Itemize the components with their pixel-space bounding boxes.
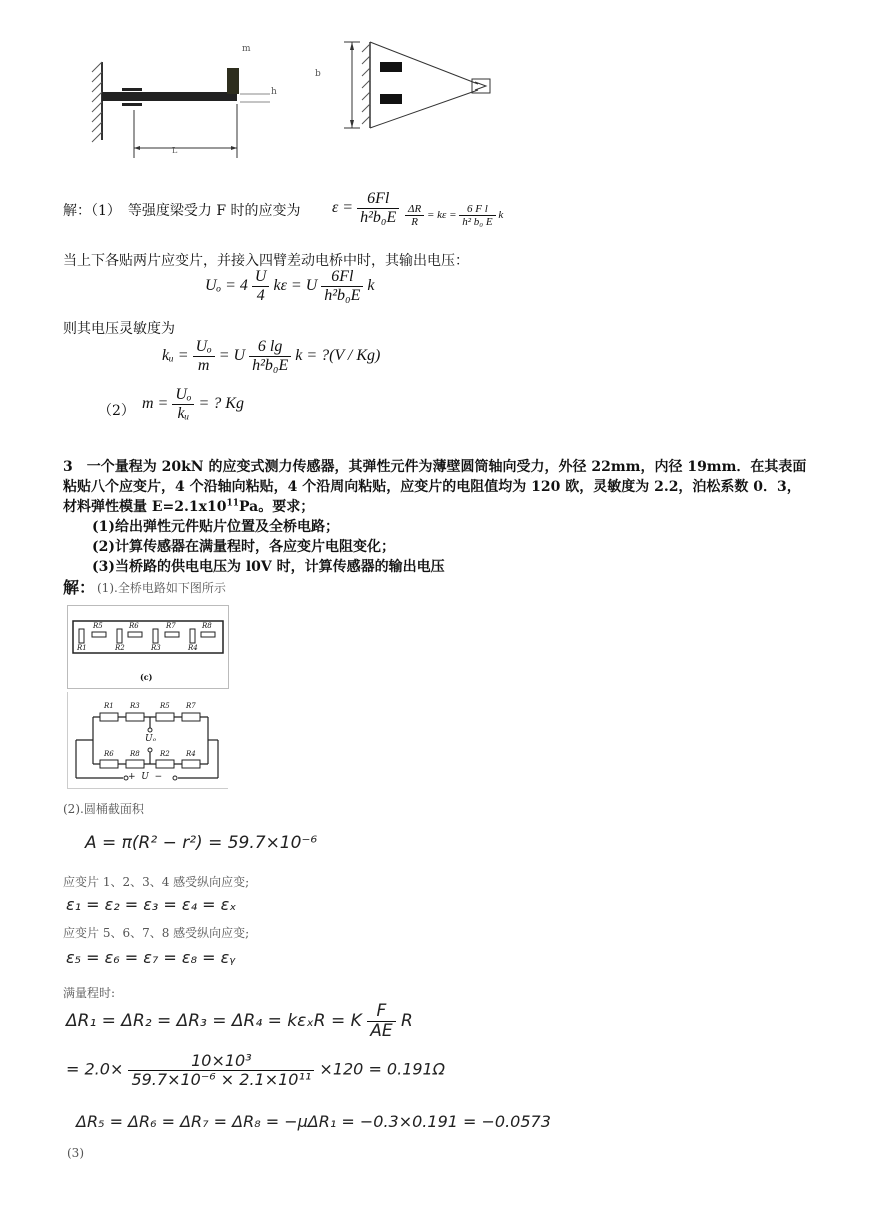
gauge-label-r4: R4 <box>188 644 198 652</box>
bridge-label-r8: R8 <box>130 750 140 758</box>
strain-num: 6Fl <box>357 190 399 209</box>
strain-lhs: ε = <box>332 198 354 216</box>
requirement-1: (1)给出弹性元件贴片位置及全桥电路； <box>92 519 339 535</box>
cantilever-beam-figure <box>90 40 305 165</box>
dr-mid: = kε = <box>426 209 457 222</box>
bridge-label-r7: R7 <box>186 702 196 710</box>
solution1-prefix: 解：（1） 等强度梁受力 F 时的应变为 <box>63 203 301 219</box>
dr-den: R <box>411 216 418 229</box>
m-equation <box>142 386 244 422</box>
longitudinal-text: 应变片 1、2、3、4 感受纵向应变; <box>63 875 250 889</box>
requirement-3: (3)当桥路的供电电压为 l0V 时，计算传感器的输出电压 <box>92 559 445 575</box>
gauge-label-r3: R3 <box>151 644 161 652</box>
dr-value-equation <box>66 1052 445 1088</box>
part2-label: （2） <box>98 403 135 419</box>
area-text: (2).圆桶截面积 <box>63 802 144 816</box>
dr-num2: 6 F l <box>459 203 495 216</box>
problem3-line3-sup: 11 <box>226 498 239 509</box>
uo-mid: kε = U <box>273 276 318 294</box>
bridge-label-r3: R3 <box>130 702 140 710</box>
bridge-circuit-figure <box>67 692 228 789</box>
uo-equation <box>205 268 375 304</box>
solution3-label: 解： <box>63 578 96 597</box>
uo-tail: k <box>367 276 375 294</box>
bridge-label-r2: R2 <box>160 750 170 758</box>
ku-f2-num: 6 lg <box>249 338 291 357</box>
bridge-label-r1: R1 <box>104 702 114 710</box>
dr1-tail: R <box>401 1011 413 1032</box>
bridge-text: 当上下各贴两片应变片，并接入四臂差动电桥中时，其输出电压： <box>63 253 469 269</box>
m-lhs: m = <box>142 394 169 412</box>
dr-transverse-equation: ΔR₅ = ΔR₆ = ΔR₇ = ΔR₈ = −μΔR₁ = −0.3×0.191 = −0.0573 <box>76 1112 551 1131</box>
part3-label: (3) <box>67 1146 84 1160</box>
dr-full-equation <box>66 1002 413 1040</box>
problem3-line3-post: Pa。要求； <box>239 499 315 515</box>
transverse-text: 应变片 5、6、7、8 感受纵向应变; <box>63 926 250 940</box>
bridge-label-r4: R4 <box>186 750 196 758</box>
dr2-lhs: = 2.0× <box>66 1059 124 1079</box>
ku-tail: k = ?(V / Kg) <box>295 346 381 364</box>
bridge-output-label: Uₒ <box>145 734 157 744</box>
ku-f1-num: Uₒ <box>193 338 215 357</box>
problem3-line3-pre: 材料弹性模量 E=2.1x10 <box>63 499 227 515</box>
beam-top-view-figure <box>340 38 500 133</box>
ku-f2-den: h²b₀E <box>252 356 289 374</box>
uo-f1-num: U <box>252 268 270 287</box>
ku-f1-den: m <box>197 356 210 374</box>
label-m: m <box>242 44 251 54</box>
bridge-label-r5: R5 <box>160 702 170 710</box>
dr1-den: AE <box>370 1020 393 1041</box>
m-den: kᵤ <box>177 404 190 422</box>
ku-equation <box>162 338 380 374</box>
requirement-2: (2)计算传感器在满量程时，各应变片电阻变化； <box>92 539 395 555</box>
area-equation: A = π(R² − r²) = 59.7×10⁻⁶ <box>85 833 318 853</box>
dr2-den: 59.7×10⁻⁶ × 2.1×10¹¹ <box>131 1069 312 1089</box>
label-h: h <box>271 87 277 97</box>
dr1-num: F <box>367 1002 395 1022</box>
sensitivity-text: 则其电压灵敏度为 <box>63 321 175 337</box>
problem3-line3 <box>63 496 314 516</box>
dr-den2: h² b₀ E <box>462 216 493 229</box>
bridge-label-r6: R6 <box>104 750 114 758</box>
dr2-num: 10×10³ <box>128 1052 314 1071</box>
gauge-label-r6: R6 <box>129 622 139 630</box>
dr-equation <box>405 203 503 228</box>
gauge-label-r5: R5 <box>93 622 103 630</box>
strain-equation <box>332 190 399 226</box>
gauge-layout-figure <box>67 605 229 689</box>
gauge-label-r1: R1 <box>77 644 87 652</box>
label-l: L <box>172 146 178 155</box>
uo-f2-den: h²b₀E <box>324 286 361 304</box>
bridge-supply-label: + U − <box>128 772 163 782</box>
transverse-equation: ε₅ = ε₆ = ε₇ = ε₈ = εᵧ <box>66 948 236 967</box>
label-b: b <box>315 69 321 79</box>
gauge-label-r8: R8 <box>202 622 212 630</box>
full-range-text: 满量程时: <box>63 986 116 1000</box>
m-tail: = ? Kg <box>198 394 244 412</box>
ku-lhs: kᵤ = <box>162 346 189 364</box>
longitudinal-equation: ε₁ = ε₂ = ε₃ = ε₄ = εₓ <box>66 895 237 914</box>
uo-f2-num: 6Fl <box>321 268 363 287</box>
strain-den: h²b₀E <box>360 208 397 226</box>
solution3-intro: (1).全桥电路如下图所示 <box>97 581 226 595</box>
dr2-tail: ×120 = 0.191Ω <box>319 1059 445 1079</box>
dr-num: ΔR <box>405 203 424 216</box>
uo-lhs: Uₒ = 4 <box>205 276 248 294</box>
gauge-label-r7: R7 <box>166 622 176 630</box>
problem3-line2: 粘贴八个应变片，4 个沿轴向粘贴，4 个沿周向粘贴，应变片的电阻值均为 120 欧，灵敏度为 2.2，泊松系数 0．3， <box>63 479 801 495</box>
figure-c-caption: (c) <box>140 672 153 682</box>
dr1-lhs: ΔR₁ = ΔR₂ = ΔR₃ = ΔR₄ = kεₓR = K <box>66 1011 362 1032</box>
m-num: Uₒ <box>172 386 194 405</box>
dr-tail: k <box>498 209 504 222</box>
problem3-line1: 3 一个量程为 20kN 的应变式测力传感器，其弹性元件为薄壁圆筒轴向受力，外径 22mm，内径 19mm．在其表面 <box>63 459 807 475</box>
gauge-label-r2: R2 <box>115 644 125 652</box>
ku-mid: = U <box>218 346 246 364</box>
uo-f1-den: 4 <box>256 286 265 304</box>
